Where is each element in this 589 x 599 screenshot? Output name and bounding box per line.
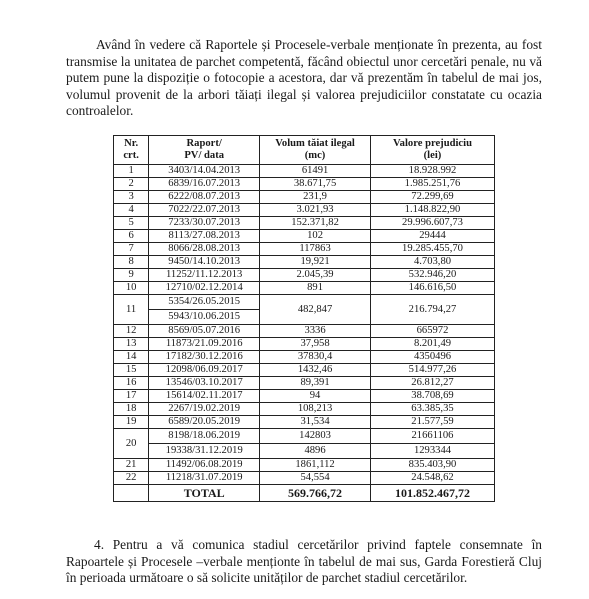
table-row: 9 11252/11.12.2013 2.045,39 532.946,20	[114, 269, 495, 282]
table-body	[114, 165, 495, 502]
table-row: 2 6839/16.07.2013 38.671,75 1.985.251,76	[114, 178, 495, 191]
closing-paragraph-text: 4. Pentru a vă comunica stadiul cercetărilor privind faptele consemnate în Rapoartele și Procesele –verbale menționte în tabelul de mai sus, Garda Forestieră Cluj în perioada următoare o să solicite unităților de parchet stadiul cercetărilor.	[66, 537, 542, 586]
table-row: 3 6222/08.07.2013 231,9 72.299,69	[114, 191, 495, 204]
table-row: 4 7022/22.07.2013 3.021,93 1.148.822,90	[114, 204, 495, 217]
table-row: 15 12098/06.09.2017 1432,46 514.977,26	[114, 364, 495, 377]
illegal-logging-table	[113, 135, 495, 502]
total-row	[114, 485, 495, 502]
header-raport: Raport/ PV/ data	[149, 136, 260, 165]
table-row: 1 3403/14.04.2013 61491 18.928.992	[114, 165, 495, 178]
table-row: 12 8569/05.07.2016 3336 665972	[114, 325, 495, 338]
table-row: 19 6589/20.05.2019 31,534 21.577,59	[114, 416, 495, 429]
total-label: TOTAL	[149, 485, 260, 502]
total-valoare: 101.852.467,72	[370, 485, 494, 502]
table-row: 20 8198/18.06.2019 19338/31.12.2019 142803 4896 21661106 1293344	[114, 429, 495, 459]
table-row: 13 11873/21.09.2016 37,958 8.201,49	[114, 338, 495, 351]
header-valoare: Valore prejudiciu (lei)	[370, 136, 494, 165]
table-row: 6 8113/27.08.2013 102 29444	[114, 230, 495, 243]
closing-paragraph	[66, 537, 542, 587]
intro-paragraph	[66, 37, 542, 120]
table-row: 14 17182/30.12.2016 37830,4 4350496	[114, 351, 495, 364]
table-row: 11 5354/26.05.2015 5943/10.06.2015 482,847 216.794,27	[114, 295, 495, 325]
header-nr: Nr. crt.	[114, 136, 149, 165]
total-volum: 569.766,72	[260, 485, 371, 502]
table-row: 7 8066/28.08.2013 117863 19.285.455,70	[114, 243, 495, 256]
table-row: 10 12710/02.12.2014 891 146.616,50	[114, 282, 495, 295]
table-row: 18 2267/19.02.2019 108,213 63.385,35	[114, 403, 495, 416]
intro-paragraph-text: Având în vedere că Raportele și Procesele-verbale menționate în prezenta, au fost transmise la unitatea de parchet competentă, făcând obiectul unor cercetări penale, nu vă putem pune la dispoziție o fotocopie a acestora, dar vă prezentăm în tabelul de mai jos, volumul provenit de la arbori tăiați ilegal și valorea prejudiciilor constatate cu ocazia controalelor.	[66, 37, 542, 119]
table-row: 5 7233/30.07.2013 152.371,82 29.996.607,73	[114, 217, 495, 230]
table-row: 8 9450/14.10.2013 19,921 4.703,80	[114, 256, 495, 269]
table-row: 17 15614/02.11.2017 94 38.708,69	[114, 390, 495, 403]
table-row: 21 11492/06.08.2019 1861,112 835.403,90	[114, 459, 495, 472]
table-row: 22 11218/31.07.2019 54,554 24.548,62	[114, 472, 495, 485]
table-row: 16 13546/03.10.2017 89,391 26.812,27	[114, 377, 495, 390]
table-header-row	[114, 136, 495, 165]
header-volum: Volum tăiat ilegal (mc)	[260, 136, 371, 165]
